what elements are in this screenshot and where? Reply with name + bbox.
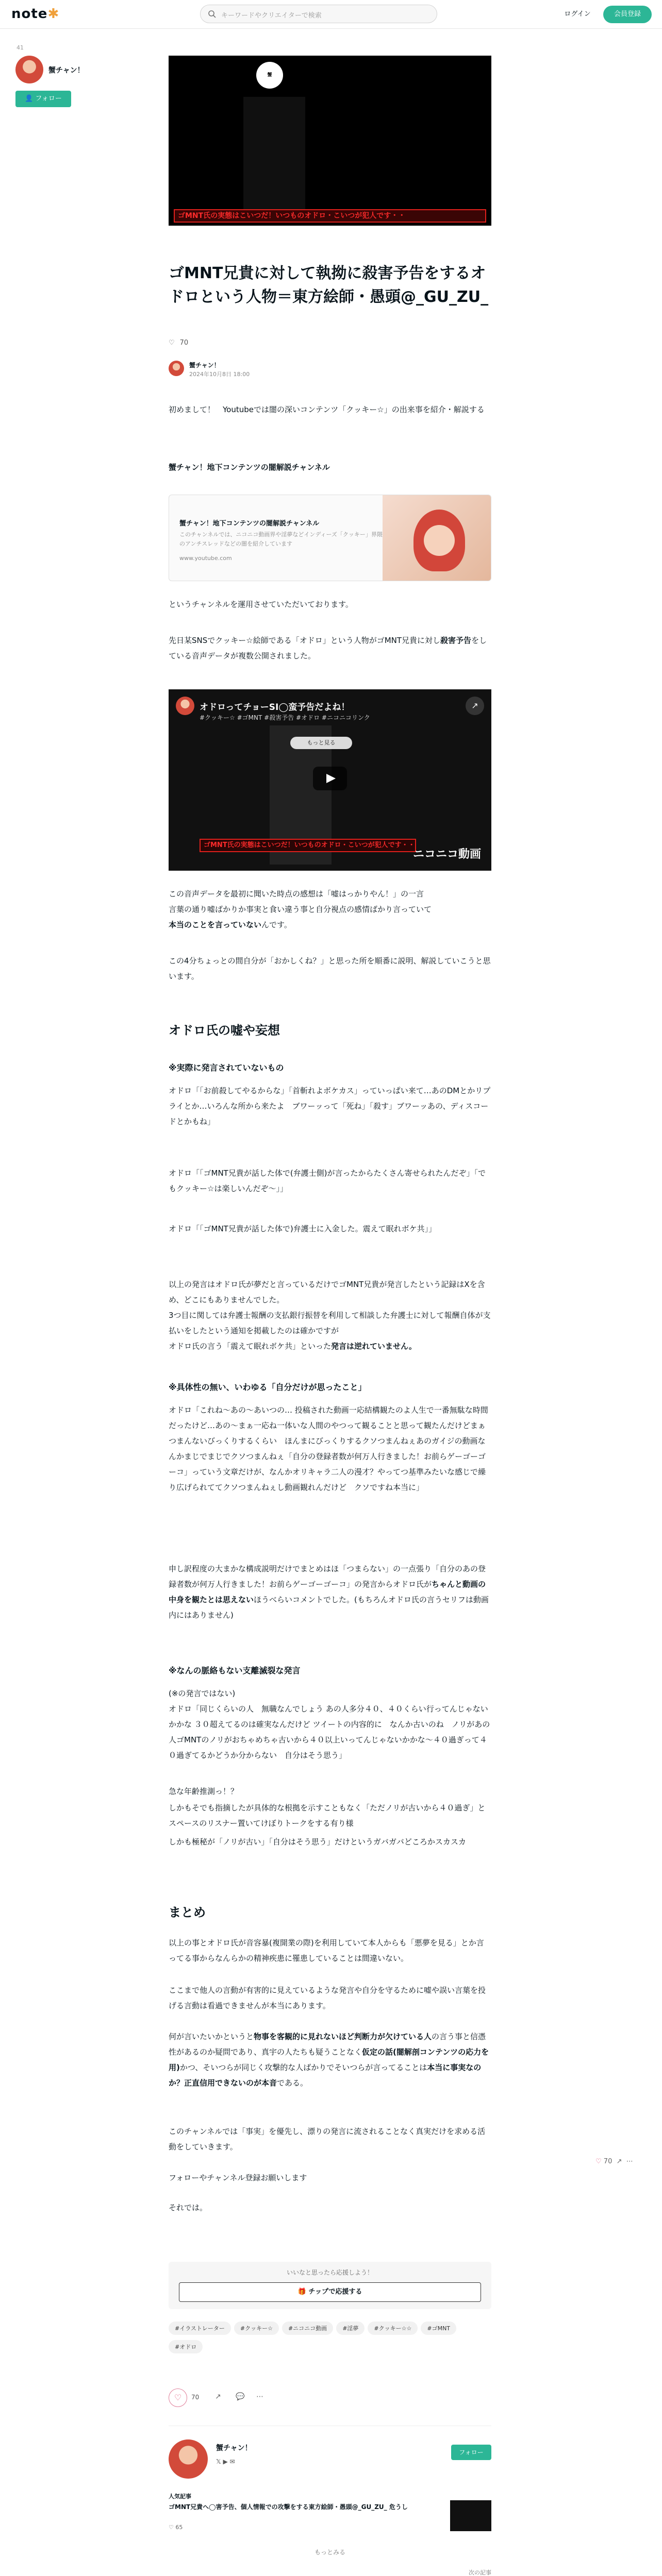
follow-button[interactable]: 👤 フォロー — [15, 91, 71, 107]
link-card-image — [383, 495, 491, 581]
paragraph: 以上の発言はオドロ氏が夢だと言っているだけでゴMNT兄貴が発言したという記録はXを含め、どこにもありませんでした。 — [169, 1280, 485, 1304]
tag[interactable]: #ゴMNT — [421, 2321, 456, 2335]
video-title[interactable]: オドロってチョーSI◯蛮予告だよね！ — [200, 702, 350, 713]
tag[interactable]: #イラストレーター — [169, 2321, 231, 2335]
tag[interactable]: #ニコニコ動画 — [282, 2321, 333, 2335]
subsection-heading: ※なんの脈絡もない支離滅裂な発言 — [169, 1666, 301, 1675]
link-card[interactable] — [169, 495, 491, 581]
paragraph: 先日某SNSでクッキー☆絵師である「オドロ」という人物がゴMNT兄貴に対し殺害予告をしている音声データが複数公開されました。 — [169, 636, 487, 660]
quote: オドロ「「ゴMNT兄貴が話した体で)弁護士に入金した。震えて眠れボケ共」」 — [169, 1224, 437, 1233]
paragraph: しかもそでも指摘したが具体的な根拠を示すこともなく「ただノリが古いから４０過ぎ」とスペースのリスナー置いてけぼりトークをする有り様 — [169, 1803, 486, 1828]
paragraph: オドロ氏の言う「震えて眠れボケ共」といった発言は逆れていません。 — [169, 1342, 417, 1351]
like-button[interactable]: ♡ — [169, 2388, 187, 2407]
byline-name[interactable]: 蟹チャン！ — [189, 362, 220, 369]
tag[interactable]: #クッキー☆ — [234, 2321, 279, 2335]
support-text: いいなと思ったら応援しよう！ — [286, 2269, 373, 2276]
more-link[interactable]: もっとみる — [314, 2549, 345, 2556]
quote: オドロ「同じくらいの人 無職なんでしょう あの人多分４０、４０くらい行ってんじゃないかかな ３０超えてるのは確実なんだけど ツイートの内容的に なんか古いのね ノリがあの人ゴMNTのノリがおちゃめちゃ古いから４０以上いってんじゃないかかな〜４０過ぎって４０過ぎてるかどうか分からない 自分はそう思う」 — [169, 1704, 490, 1760]
share-icon[interactable]: ↗ — [215, 2393, 221, 2401]
heart-icon[interactable]: ♡ — [595, 2158, 602, 2165]
share-icon[interactable]: ↗ — [616, 2158, 622, 2165]
subsection-heading: ※実際に発言されていないもの — [169, 1063, 284, 1073]
like-count[interactable]: ♡ 70 — [169, 339, 189, 347]
thumbnail-image — [243, 97, 305, 210]
avatar[interactable] — [169, 2439, 208, 2479]
search-placeholder: キーワードやクリエイターで検索 — [221, 12, 322, 20]
quote: オドロ「これね〜あの〜あいつの… 投稿された動画一応結構観たのよ人生で一番無駄な時間だったけど…あの〜まぁ一応ね一体いな人間のやつって観ることと思って観たんだけどまぁつまんないびっくりするくらい ほんまにびっくりするクソつまんねぇあのガイジの動画なんかまじでまじでクソつまんねぇ「自分の登録者数が何万人行きました！お前らゲーゴーゴーコ」っていう文章だけが、なんかオリキャラ二人の漫才？やってつ基準みたいな感じで繰り広げられててクソつまんねぇし動画観れんだけど クソですね本当に」 — [169, 1405, 488, 1492]
more-button[interactable]: もっと見る — [290, 737, 352, 749]
paragraph: 3つ目に関しては弁護士報酬の支払銀行振替を利用して相談した弁護士に対して報酬自体が支払いをしたという通知を掲載したのは確かですが — [169, 1311, 491, 1335]
paragraph: 急な年齢推測っ！？ — [169, 1787, 239, 1796]
rank-number: 41 — [16, 44, 24, 51]
more-icon[interactable]: ⋯ — [626, 2158, 633, 2165]
paragraph: この音声データを最初に聞いた時点の感想は「嘘はっかりやん！」の一言 言葉の通り嘘ばかりか事実と食い違う事と自分視点の感情ばかり言っていて 本当のことを言っていないんです。 — [169, 889, 432, 929]
subsection-heading: ※具体性の無い、いわゆる「自分だけが思ったこと」 — [169, 1382, 367, 1392]
creator-section — [169, 2426, 491, 2576]
paragraph: 初めまして！ Youtubeでは闇の深いコンテンツ「クッキー☆」の出来事を紹介・解説する — [169, 405, 485, 414]
link-card-url: www.youtube.com — [179, 555, 232, 562]
paragraph: というチャンネルを運用させていただいております。 — [169, 600, 353, 609]
page-title: ゴMNT兄貴に対して執拗に殺害予告をするオドロという人物＝東方絵師・愚頭@_GU_ZU_ — [169, 264, 489, 306]
paragraph: 何が言いたいかというと物事を客観的に見れないほど判断力が欠けている人の言う事と信憑性があるのか疑問であり、真宇の人たちも疑うことなく仮定の話(闇解剖コンテンツの応力を用)かつ、そいつらが同じく攻撃的な人ばかりでそいつらが言ってることは本当に事実なのか？正直信用できないのが本音である。 — [169, 2032, 489, 2088]
avatar[interactable] — [15, 56, 43, 83]
search-input[interactable] — [200, 5, 437, 23]
publish-date: 2024年10月8日 18:00 — [189, 371, 250, 378]
video-brand: ニコニコ動画 — [412, 848, 481, 861]
signup-button[interactable]: 会員登録 — [603, 6, 652, 23]
sticky-actions — [595, 2158, 633, 2165]
popular-article-likes: ♡ 65 — [169, 2524, 183, 2531]
quote: オドロ「「ゴMNT兄貴が話した体で(弁護士側)が言ったからたくさん寄せられたんだぞ」「でもクッキー☆は楽しいんだぞ〜」」 — [169, 1168, 486, 1193]
like-count: 70 — [603, 2158, 613, 2165]
tag-list — [169, 2321, 491, 2359]
share-icon[interactable]: ↗ — [466, 697, 484, 715]
creator-name[interactable]: 蟹チャン！ — [216, 2444, 252, 2452]
heart-icon[interactable]: ♡ — [169, 339, 175, 347]
channel-badge: 蟹 — [256, 62, 283, 89]
author-sidebar — [15, 44, 119, 107]
note-logo[interactable]: note✱ — [11, 6, 60, 22]
next-label: 次の記事 — [469, 2569, 491, 2576]
video-caption: ゴMNT氏の実態はこいつだ！いつものオドロ・こいつが犯人です・・ — [200, 839, 416, 852]
paragraph: フォローやチャンネル登録お願いします — [169, 2173, 307, 2182]
social-icons[interactable]: 𝕏 ▶ ✉ — [216, 2458, 235, 2465]
embedded-video[interactable] — [169, 689, 491, 871]
paragraph: 以上の事とオドロ氏が音容暴(複開業の際)を利用していて本人からも「悪夢を見る」とか言ってる事からなんらかの精神疾患に罹患していることは間違いない。 — [169, 1938, 484, 1963]
link-card-desc: このチャンネルでは、ニコニコ動画界や淫夢などインディーズ「クッキー」界隈のアンチスレッドなどの闇を紹介しています — [179, 531, 383, 547]
tag[interactable]: #オドロ — [169, 2340, 203, 2353]
comment-icon[interactable]: 💬 — [236, 2393, 245, 2401]
paragraph: 申し訳程度の大まかな構成説明だけでまとめはほ「つまらない」の一点張り「自分のあの登録者数が何万人行きました！お前らゲーゴーゴーコ」の発言からオドロ氏がちゃんと動画の中身を観たとは思えないほうべらいコメントでした。(もちろんオドロ氏の言うセリフは動画内にはありません) — [169, 1564, 489, 1620]
channel-heading: 蟹チャン！地下コンテンツの闇解説チャンネル — [169, 463, 330, 472]
more-icon[interactable]: ⋯ — [256, 2393, 263, 2401]
follow-button[interactable]: フォロー — [451, 2445, 491, 2460]
tag[interactable]: #淫夢 — [336, 2321, 365, 2335]
channel-avatar[interactable] — [176, 697, 194, 715]
site-header — [0, 0, 662, 29]
popular-label: 人気記事 — [169, 2493, 191, 2500]
tag[interactable]: #クッキー☆☆ — [368, 2321, 418, 2335]
article-actions — [169, 2388, 491, 2409]
login-button[interactable]: ログイン — [564, 10, 591, 18]
popular-article-title[interactable]: ゴMNT兄貴へ◯害予告、個人情報での攻撃をする東方絵師・愚頭@_GU_ZU_ 危うし — [169, 2503, 408, 2511]
popular-article-thumb[interactable] — [450, 2500, 491, 2531]
link-card-title: 蟹チャン！地下コンテンツの闇解説チャンネル — [179, 520, 320, 528]
quote: オドロ「「お前殺してやるからな」「首斬れよボケカス」っていっぱい来て…あのDMとかリプライとか…いろんな所から来たよ ブワーッって「死ね」「殺す」ブワーッあの、ディスコードとかもね」 — [169, 1086, 491, 1126]
avatar[interactable] — [169, 361, 184, 376]
like-count: 70 — [191, 2394, 200, 2401]
search-icon — [208, 10, 216, 18]
paragraph: この4分ちょっとの間自分が「おかしくね？」と思った所を順番に説明、解説していこうと思います。 — [169, 956, 491, 981]
video-tags: #クッキー☆ #ゴMNT #殺害予告 #オドロ #ニコニコリンク — [200, 714, 370, 721]
paragraph: ここまで他人の言動が有害的に見えているような発言や自分を守るために嘘や誤い言葉を投げる言動は看過できませんが本当にあります。 — [169, 1986, 486, 2010]
paragraph: しかも極秘が「ノリが古い」「自分はそう思う」だけというガバガバどころかスカスカ — [169, 1837, 466, 1846]
section-heading: オドロ氏の嘘や妄想 — [169, 1023, 280, 1038]
article-thumbnail — [169, 56, 491, 226]
author-name[interactable]: 蟹チャン！ — [48, 66, 85, 75]
tip-button[interactable]: 🎁 チップで応援する — [179, 2282, 481, 2302]
support-box — [169, 2262, 491, 2309]
play-button[interactable] — [313, 767, 347, 790]
section-heading: まとめ — [169, 1905, 206, 1920]
paragraph: (※の発言ではない) — [169, 1689, 236, 1698]
paragraph: それでは。 — [169, 2203, 208, 2212]
thumbnail-caption: ゴMNT氏の実態はこいつだ！いつものオドロ・こいつが犯人です・・ — [174, 209, 486, 223]
paragraph: このチャンネルでは「事実」を優先し、漂りの発言に流されることなく真実だけを求める活動をしていきます。 — [169, 2127, 486, 2151]
